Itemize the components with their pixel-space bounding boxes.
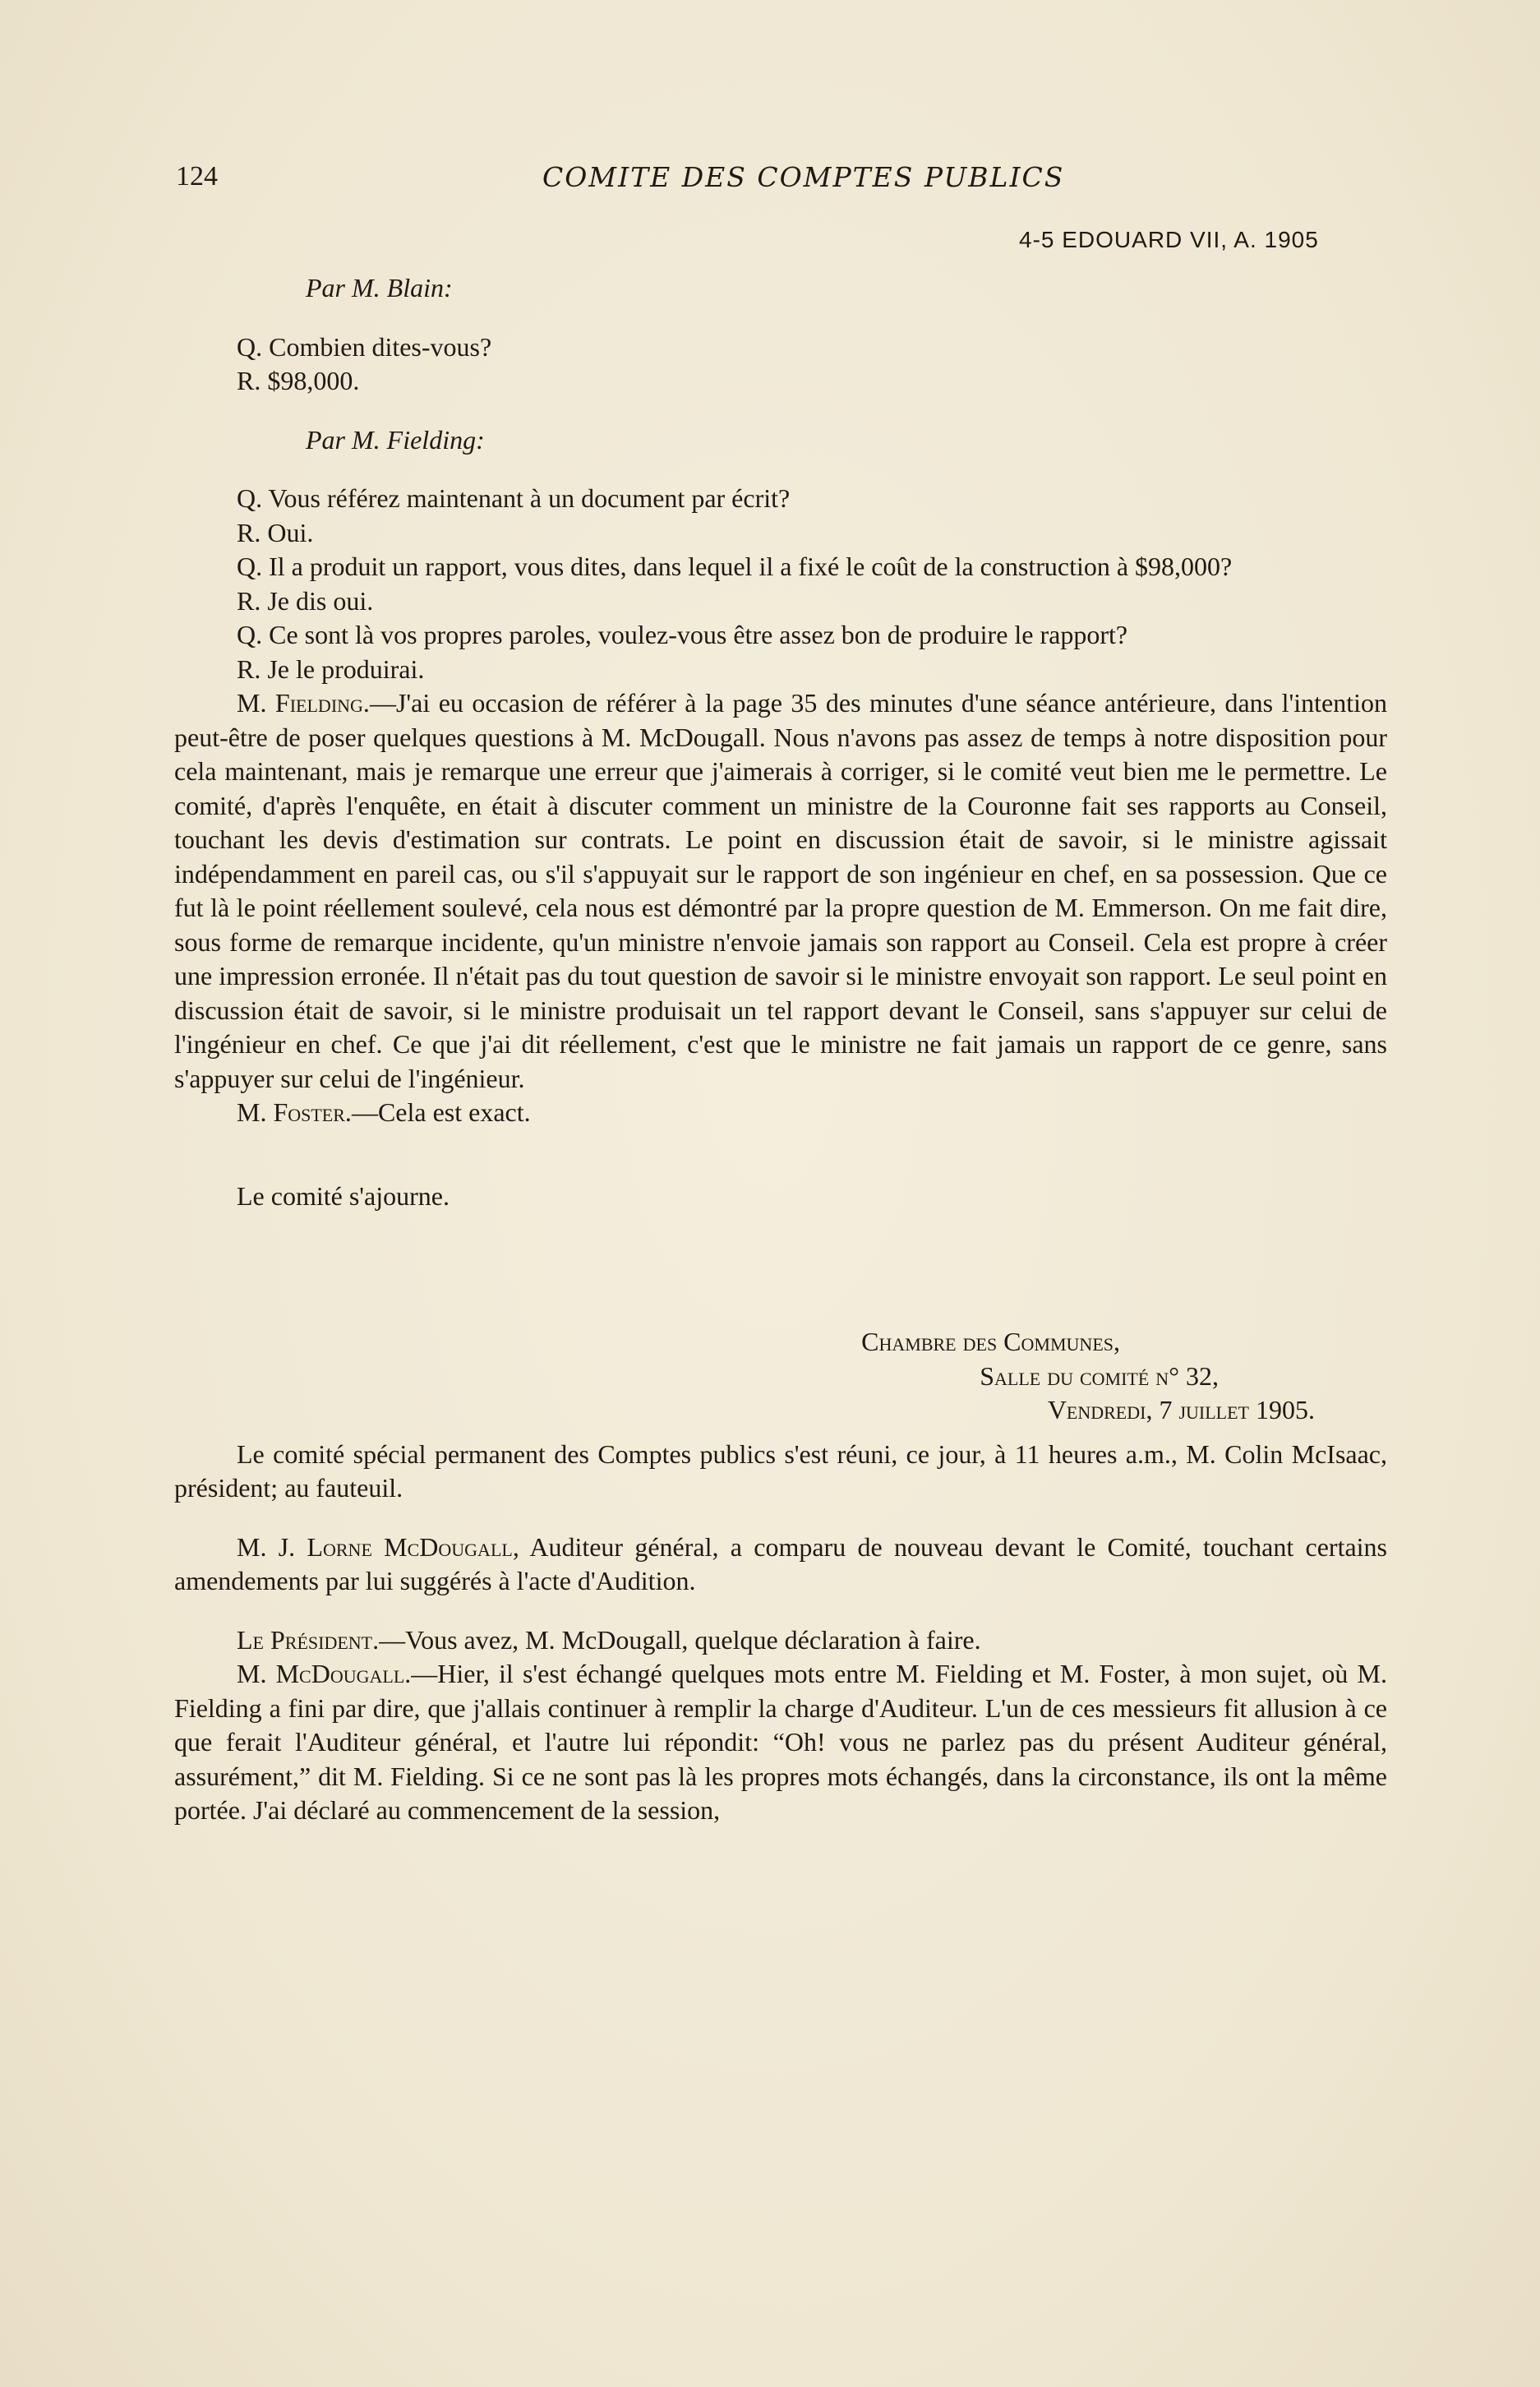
meeting-paragraph: Le comité spécial permanent des Comptes publics s'est réuni, ce jour, à 11 heures a.m., M. Colin McIsaac, président; au fauteuil.: [174, 1438, 1387, 1503]
adjournment-note: Le comité s'ajourne.: [237, 1180, 450, 1211]
speech-text: —J'ai eu occasion de référer à la page 35 des minutes d'une séance antérieure, dans l'intention peut-être de poser quelques questions à M. McDougall. Nous n'avons pas assez de temps à notre disposition pour cela maintenant, mais je remarque une erreur que j'aimerais à corriger, si le comité veut bien me le permettre. Le comité, d'après l'enquête, en était à discuter comment un ministre de la Couronne fait ses rapports au Conseil, touchant les devis d'estimation sur contrats. Le point en discussion était de savoir, si le ministre agissait indépendamment en pareil cas, ou s'il s'appuyait sur le rapport de son ingénieur en chef, en sa possession. Que ce fut là le point réellement soulevé, cela nous est démontré par la propre question de M. Emmerson. On me fait dire, sous forme de remarque incidente, qu'un ministre n'envoie jamais son rapport au Conseil. Cela est propre à créer une impression erronée. Il n'était pas du tout question de savoir si le ministre envoyait son rapport. Le seul point en discussion était de savoir, si le ministre produisait un tel rapport devant le Conseil, sans s'appuyer sur celui de l'ingénieur en chef. Ce que j'ai dit réellement, c'est que le ministre ne fait jamais un rapport de ce genre, sans s'appuyer sur celui de l'ingénieur.: [174, 688, 1388, 1093]
speaker-name: Le Président.: [237, 1624, 380, 1655]
answer: R. Oui.: [237, 517, 314, 547]
speech-text: —Vous avez, M. McDougall, quelque déclaration à faire.: [379, 1624, 981, 1655]
answer: R. Je dis oui.: [237, 585, 374, 616]
speaker-name: M. Fielding.: [237, 688, 370, 718]
speaker-name: M. McDougall.: [237, 1659, 412, 1688]
date-line: Vendredi, 7 juillet 1905.: [1047, 1395, 1315, 1424]
speech-paragraph: [174, 686, 1387, 1096]
question: Q. Vous référez maintenant à un document par écrit?: [237, 483, 791, 513]
page-number: 124: [176, 161, 218, 192]
running-title: COMITE DES COMPTES PUBLICS: [542, 161, 1065, 193]
examiner-heading: Par M. Fielding:: [306, 424, 485, 455]
room-line: Salle du comité n° 32,: [980, 1360, 1219, 1391]
witness-name: M. J. Lorne McDougall,: [237, 1531, 519, 1562]
question: Q. Ce sont là vos propres paroles, voulez-vous être assez bon de produire le rapport?: [237, 620, 1128, 649]
speech-text: —Cela est exact.: [351, 1097, 531, 1127]
body-text: [174, 271, 1387, 1828]
question: Q. Combien dites-vous?: [237, 331, 492, 362]
question: Q. Il a produit un rapport, vous dites, dans lequel il a fixé le coût de la construction à $98,000?: [237, 552, 1233, 581]
speech-paragraph: [174, 1657, 1387, 1828]
speaker-name: M. Foster.: [237, 1097, 352, 1127]
witness-text: Auditeur général, a comparu de nouveau devant le Comité, touchant certains amendements par lui suggérés à l'acte d'Audition.: [174, 1531, 1388, 1595]
speech-text: —Hier, il s'est échangé quelques mots entre M. Fielding et M. Foster, à mon sujet, où M. Fielding a fini par dire, que j'allais continuer à remplir la charge d'Auditeur. L'un de ces messieurs fit allusion à ce que ferait l'Auditeur général, et l'autre lui répondit: “Oh! vous ne parlez pas du présent Auditeur général, assurément,” dit M. Fielding. Si ce ne sont pas là les propres mots échangés, dans la circonstance, ils ont la même portée. J'ai déclaré au commencement de la session,: [174, 1659, 1388, 1825]
witness-paragraph: [174, 1531, 1387, 1599]
regnal-year: 4-5 EDOUARD VII, A. 1905: [1019, 227, 1319, 252]
place-line: Chambre des Communes,: [861, 1327, 1120, 1356]
answer: R. Je le produirai.: [237, 653, 425, 684]
speech-paragraph: [174, 1623, 1387, 1658]
examiner-heading: Par M. Blain:: [306, 273, 453, 302]
answer: R. $98,000.: [237, 366, 360, 395]
speech-paragraph: [174, 1096, 1387, 1130]
